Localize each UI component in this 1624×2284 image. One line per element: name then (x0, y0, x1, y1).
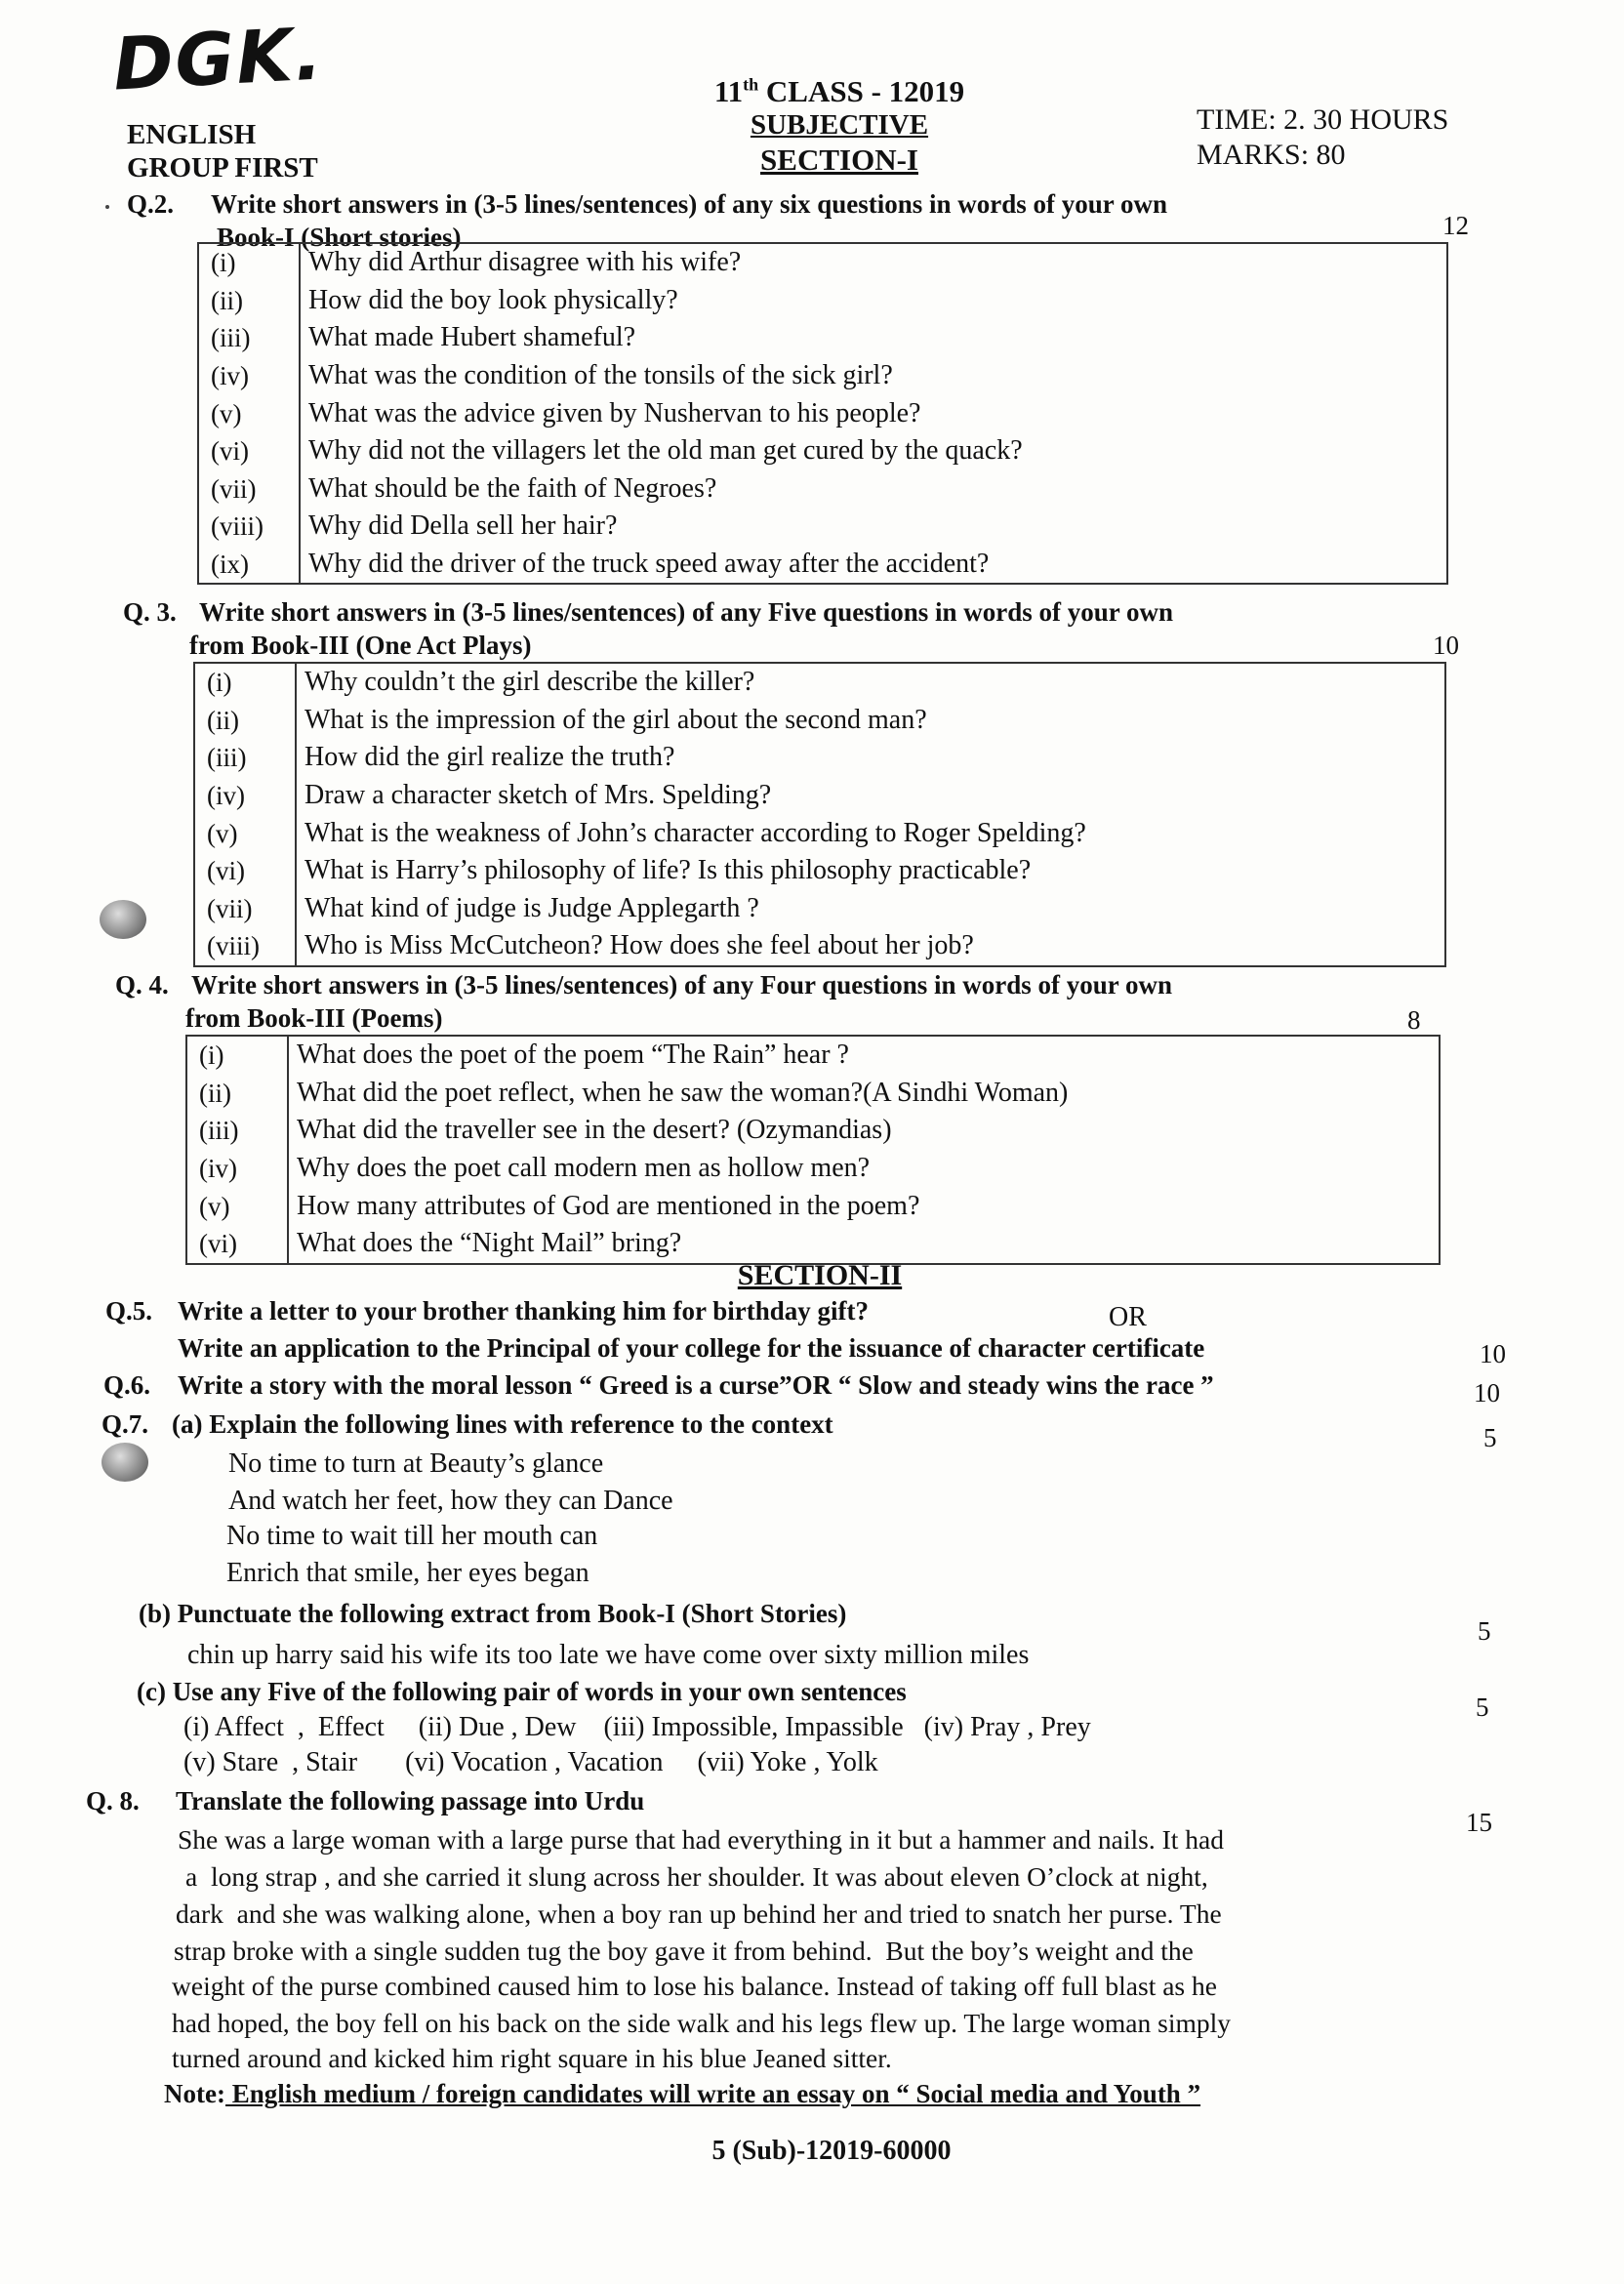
question-number: (iv) (186, 1150, 288, 1188)
q7-a-marks: 5 (1483, 1423, 1497, 1452)
question-text: Draw a character sketch of Mrs. Spelding? (304, 780, 772, 811)
poem-line: No time to wait till her mouth can (226, 1521, 598, 1551)
note (164, 2079, 1200, 2109)
table-row (194, 852, 1445, 890)
passage-line: strap broke with a single sudden tug the boy gave it from behind. But the boy’s weight and the (174, 1936, 1194, 1966)
question-number: (ix) (198, 546, 300, 585)
scan-hole-mark (102, 1443, 148, 1482)
question-number: (iv) (194, 777, 296, 815)
poem-line: And watch her feet, how they can Dance (228, 1486, 673, 1516)
question-number: (i) (194, 663, 296, 702)
question-text: What should be the faith of Negroes? (308, 472, 717, 504)
question-number: (i) (186, 1036, 288, 1075)
table-row (194, 739, 1445, 777)
passage-line: turned around and kicked him right square in his blue Jeaned sitter. (172, 2043, 892, 2073)
section-one-title: SECTION-I (760, 143, 918, 177)
question-text: What kind of judge is Judge Applegarth ? (304, 892, 759, 923)
section-two-title: SECTION-II (737, 1259, 903, 1291)
question-text: What made Hubert shameful? (308, 322, 636, 353)
question-number: (iii) (198, 319, 300, 357)
question-number: (iv) (198, 357, 300, 395)
table-row (186, 1225, 1440, 1264)
question-text: Why did not the villagers let the old man get cured by the quack? (308, 435, 1023, 467)
passage-line: She was a large woman with a large purse that had everything in it but a hammer and nails. It had (178, 1824, 1224, 1855)
q7-c-marks: 5 (1476, 1693, 1489, 1722)
q4-label: Q. 4. (115, 970, 169, 999)
q5-label: Q.5. (105, 1296, 153, 1326)
q2-source: Book-I (Short stories) (217, 223, 462, 252)
passage-line: dark and she was walking alone, when a boy ran up behind her and tried to snatch her purse. The (176, 1898, 1222, 1929)
q6-marks: 10 (1474, 1378, 1500, 1407)
class-title: 11th CLASS - 12019 (713, 74, 965, 108)
q8-label: Q. 8. (86, 1786, 140, 1815)
q7-c-heading: (c) Use any Five of the following pair of words in your own sentences (137, 1677, 907, 1706)
q3-marks: 10 (1433, 631, 1459, 660)
q4-marks: 8 (1407, 1005, 1421, 1035)
q5-marks: 10 (1480, 1339, 1506, 1368)
table-row (186, 1187, 1440, 1225)
table-row (194, 777, 1445, 815)
table-row (186, 1112, 1440, 1150)
q2-marks: 12 (1442, 211, 1469, 240)
marks-label: MARKS: 80 (1197, 139, 1346, 171)
question-text: How many attributes of God are mentioned in the poem? (297, 1190, 920, 1221)
passage-line: a long strap , and she carried it slung across her shoulder. It was about eleven O’clock at night, (185, 1861, 1208, 1892)
q2-label: Q.2. (127, 189, 175, 219)
question-text: How did the girl realize the truth? (304, 742, 675, 773)
question-number: (ii) (198, 282, 300, 320)
question-text: Who is Miss McCutcheon? How does she feel about her job? (304, 930, 974, 961)
question-number: (v) (186, 1187, 288, 1225)
note-label: Note: (164, 2079, 225, 2108)
q3-source: from Book-III (One Act Plays) (189, 631, 532, 660)
q4-instruction: Write short answers in (3-5 lines/sentences) of any Four questions in words of your own (191, 970, 1173, 999)
question-text: Why did Arthur disagree with his wife? (308, 247, 742, 278)
q7-b-marks: 5 (1478, 1616, 1491, 1646)
table-row (198, 282, 1447, 320)
table-row (186, 1150, 1440, 1188)
q7-label: Q.7. (102, 1409, 149, 1439)
question-number: (ii) (186, 1075, 288, 1113)
question-number: (vi) (186, 1225, 288, 1264)
question-number: (v) (198, 394, 300, 432)
table-row (198, 394, 1447, 432)
table-row (198, 470, 1447, 509)
subject-label: ENGLISH (127, 119, 257, 150)
question-text: What did the poet reflect, when he saw the woman?(A Sindhi Woman) (297, 1077, 1069, 1108)
scan-hole-mark (100, 900, 146, 939)
table-row (198, 508, 1447, 546)
q2-table (197, 242, 1448, 585)
table-row (194, 927, 1445, 966)
q3-table (193, 662, 1446, 967)
passage-line: weight of the purse combined caused him to lose his balance. Instead of taking off full blast as he (172, 1971, 1217, 2001)
question-number: (vi) (194, 852, 296, 890)
question-text: What does the poet of the poem “The Rain” hear ? (297, 1040, 849, 1071)
q6-text: Write a story with the moral lesson “ Greed is a curse”OR “ Slow and steady wins the race ” (178, 1370, 1214, 1400)
table-row (198, 319, 1447, 357)
time-label: TIME: 2. 30 HOURS (1197, 103, 1449, 136)
question-number: (ii) (194, 702, 296, 740)
question-text: Why does the poet call modern men as hollow men? (297, 1153, 871, 1184)
table-row (194, 890, 1445, 928)
paper-type: SUBJECTIVE (750, 109, 929, 141)
question-text: How did the boy look physically? (308, 284, 678, 315)
punctuate-text: chin up harry said his wife its too late we have come over sixty million miles (187, 1640, 1030, 1670)
table-row (198, 546, 1447, 585)
q5-line2: Write an application to the Principal of your college for the issuance of character certificate (178, 1333, 1205, 1363)
q3-label: Q. 3. (123, 597, 177, 627)
passage-line: had hoped, the boy fell on his back on the side walk and his legs flew up. The large woman simply (172, 2008, 1232, 2038)
question-number: (i) (198, 243, 300, 282)
question-number: (viii) (194, 927, 296, 966)
table-row (194, 702, 1445, 740)
q5-line1: Write a letter to your brother thanking him for birthday gift? (178, 1296, 869, 1326)
group-label: GROUP FIRST (127, 152, 318, 184)
question-number: (iii) (194, 739, 296, 777)
table-row (194, 814, 1445, 852)
q7-a-heading: (a) Explain the following lines with reference to the context (172, 1409, 833, 1439)
question-number: (vi) (198, 432, 300, 470)
question-text: What is Harry’s philosophy of life? Is this philosophy practicable? (304, 855, 1032, 886)
scan-speck (105, 205, 109, 209)
word-pairs-row: (i) Affect , Effect (ii) Due , Dew (iii) Impossible, Impassible (iv) Pray , Prey (183, 1712, 1091, 1742)
q6-label: Q.6. (103, 1370, 151, 1400)
table-row (198, 357, 1447, 395)
question-text: What did the traveller see in the desert? (Ozymandias) (297, 1115, 892, 1146)
poem-line: No time to turn at Beauty’s glance (228, 1448, 604, 1479)
q7-b-heading: (b) Punctuate the following extract from Book-I (Short Stories) (139, 1599, 847, 1628)
question-text: Why couldn’t the girl describe the killer? (304, 667, 755, 698)
q5-or: OR (1109, 1302, 1147, 1332)
question-text: What was the condition of the tonsils of the sick girl? (308, 360, 893, 391)
question-text: Why did Della sell her hair? (308, 510, 618, 542)
question-text: What is the weakness of John’s character according to Roger Spelding? (304, 817, 1086, 848)
question-number: (iii) (186, 1112, 288, 1150)
q3-instruction: Write short answers in (3-5 lines/sentences) of any Five questions in words of your own (199, 597, 1174, 627)
question-text: Why did the driver of the truck speed away after the accident? (308, 549, 990, 580)
q4-table (185, 1035, 1441, 1265)
table-row (186, 1075, 1440, 1113)
question-text: What is the impression of the girl about the second man? (304, 704, 927, 735)
poem-line: Enrich that smile, her eyes began (226, 1558, 589, 1588)
note-text: English medium / foreign candidates will write an essay on “ Social media and Youth ” (224, 2079, 1201, 2108)
q2-instruction: Write short answers in (3-5 lines/sentences) of any six questions in words of your own (211, 189, 1168, 219)
paper-code-footer: 5 (Sub)-12019-60000 (711, 2136, 952, 2166)
q8-marks: 15 (1466, 1808, 1492, 1837)
table-row (198, 243, 1447, 282)
q8-heading: Translate the following passage into Urdu (176, 1786, 645, 1815)
q4-source: from Book-III (Poems) (185, 1003, 443, 1033)
word-pairs-row: (v) Stare , Stair (vi) Vocation , Vacation (vii) Yoke , Yolk (183, 1747, 878, 1777)
question-number: (vii) (198, 470, 300, 509)
question-text: What does the “Night Mail” bring? (297, 1228, 682, 1259)
question-text: What was the advice given by Nushervan to his people? (308, 397, 921, 428)
table-row (186, 1036, 1440, 1075)
handwritten-logo: DGK. (110, 12, 326, 107)
table-row (198, 432, 1447, 470)
question-number: (vii) (194, 890, 296, 928)
question-number: (viii) (198, 508, 300, 546)
table-row (194, 663, 1445, 702)
question-number: (v) (194, 814, 296, 852)
